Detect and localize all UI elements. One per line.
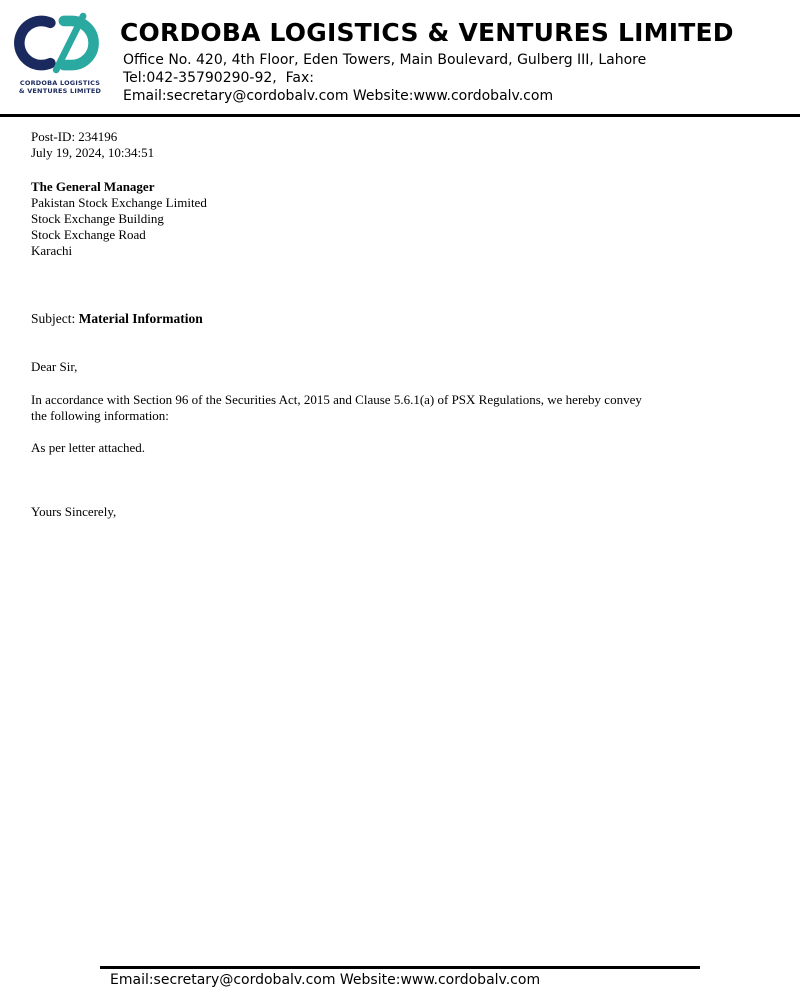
closing: Yours Sincerely, xyxy=(31,504,117,519)
subject-label: Subject: xyxy=(31,311,76,326)
recipient-address xyxy=(31,179,800,259)
salutation: Dear Sir, xyxy=(31,359,78,374)
recipient-line: Karachi xyxy=(31,243,73,258)
footer-email-website: Email:secretary@cordobalv.com Website:www.cordobalv.com xyxy=(110,972,541,988)
logo-caption-line2: & VENTURES LIMITED xyxy=(18,87,102,95)
header-divider xyxy=(0,114,800,117)
letterhead-text xyxy=(120,12,734,105)
company-name: CORDOBA LOGISTICS & VENTURES LIMITED xyxy=(120,18,734,47)
attachment-note: As per letter attached. xyxy=(31,440,146,455)
subject-value: Material Information xyxy=(78,311,203,326)
letter-meta xyxy=(31,129,800,161)
company-tel-fax: Tel:042-35790290-92, Fax: xyxy=(123,70,314,86)
recipient-line: Stock Exchange Road xyxy=(31,227,146,242)
company-logo xyxy=(8,12,112,95)
letter-datetime: July 19, 2024, 10:34:51 xyxy=(31,145,155,160)
company-address: Office No. 420, 4th Floor, Eden Towers, Main Boulevard, Gulberg III, Lahore xyxy=(123,52,647,68)
company-email-website: Email:secretary@cordobalv.com Website:www.cordobalv.com xyxy=(123,88,554,104)
page-footer xyxy=(100,966,700,988)
subject-line xyxy=(31,311,800,327)
company-logo-icon xyxy=(12,12,108,74)
logo-caption-line1: CORDOBA LOGISTICS xyxy=(19,79,101,87)
recipient-line: Stock Exchange Building xyxy=(31,211,164,226)
post-id: Post-ID: 234196 xyxy=(31,129,118,144)
recipient-title: The General Manager xyxy=(31,179,155,194)
logo-caption xyxy=(8,79,112,95)
body-paragraph: In accordance with Section 96 of the Securities Act, 2015 and Clause 5.6.1(a) of PSX Regulations, we hereby convey the following information: xyxy=(31,392,642,423)
recipient-line: Pakistan Stock Exchange Limited xyxy=(31,195,207,210)
letterhead xyxy=(0,0,800,105)
letter-content xyxy=(31,129,800,520)
